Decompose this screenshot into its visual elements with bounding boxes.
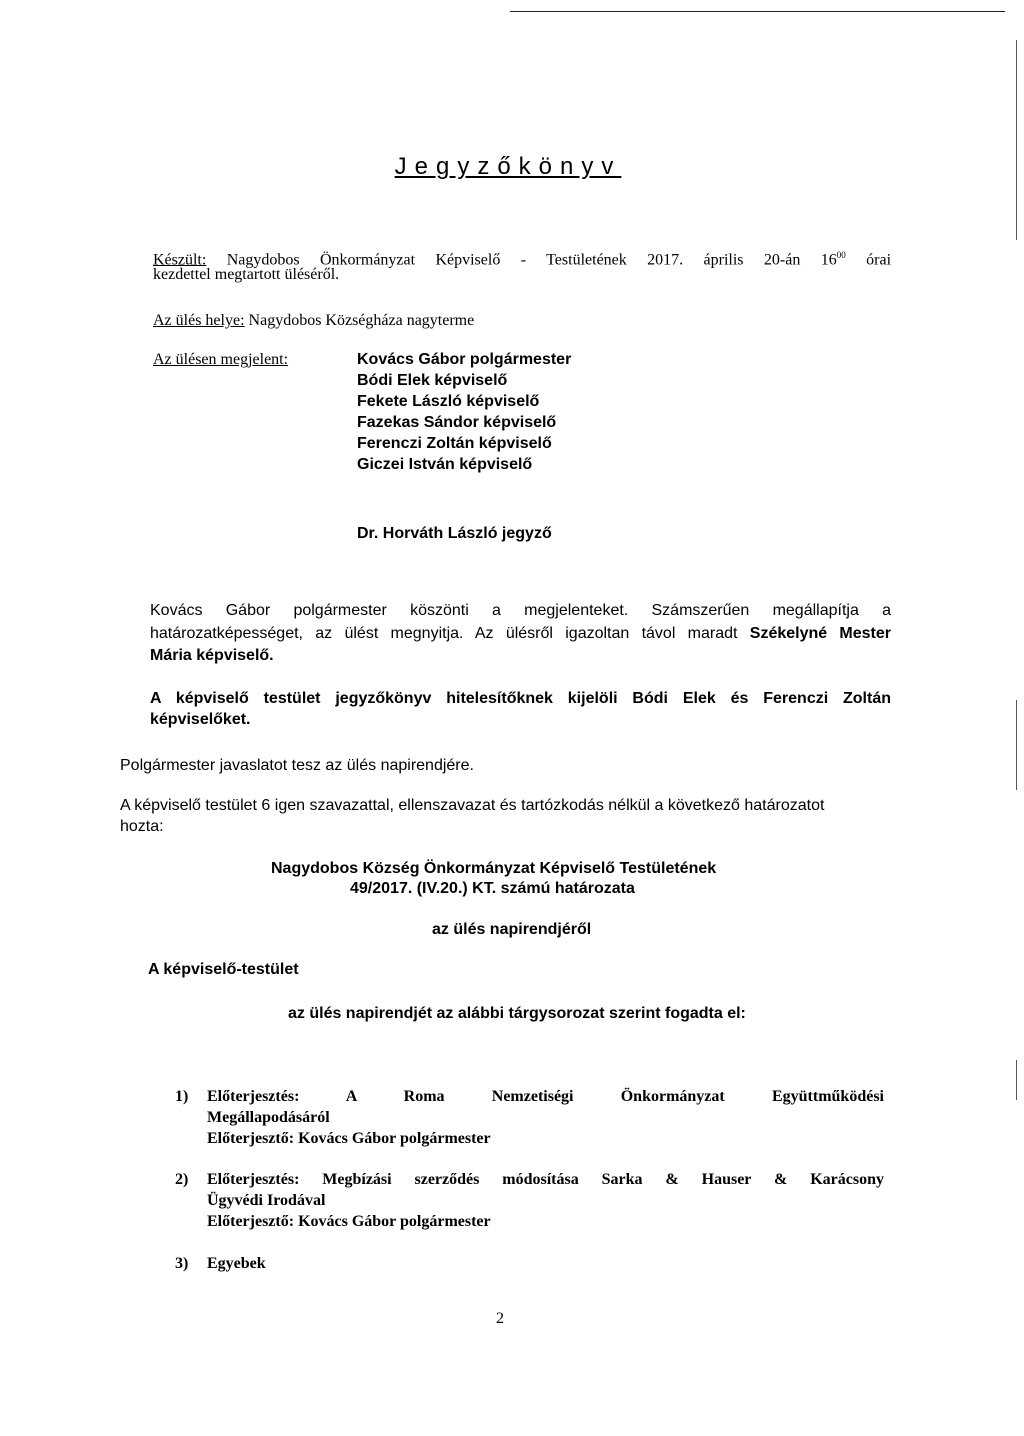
agenda-item-number: 3) bbox=[175, 1255, 189, 1272]
venue-line bbox=[153, 311, 474, 331]
vote-line-2: hozta: bbox=[120, 818, 164, 835]
agenda-item-number: 2) bbox=[175, 1171, 189, 1188]
created-text: Nagydobos Önkormányzat Képviselő - Testületének 2017. április 20-án 16 bbox=[226, 251, 837, 269]
scan-top-line bbox=[510, 11, 1005, 12]
agenda-item-title: Egyebek bbox=[207, 1255, 266, 1272]
authenticators-line-1: A képviselő testület jegyzőkönyv hitelesítőknek kijelöli Bódi Elek és Ferenczi Zoltán bbox=[150, 690, 891, 707]
venue-value: Nagydobos Községháza nagyterme bbox=[248, 312, 475, 329]
agenda-item-presenter: Előterjesztő: Kovács Gábor polgármester bbox=[207, 1130, 491, 1147]
agenda-proposal: Polgármester javaslatot tesz az ülés napirendjére. bbox=[120, 757, 474, 774]
resolution-body-label: A képviselő-testület bbox=[148, 961, 299, 978]
document-title: Jegyzőkönyv bbox=[394, 153, 622, 180]
created-label: Készült: bbox=[153, 251, 207, 269]
authenticators-line-2: képviselőket. bbox=[150, 711, 251, 728]
time-superscript: 00 bbox=[836, 250, 846, 260]
opening-paragraph-line-1: Kovács Gábor polgármester köszönti a megjelenteket. Számszerűen megállapítja a bbox=[150, 602, 891, 619]
page-number: 2 bbox=[496, 1310, 504, 1327]
attendee: Kovács Gábor polgármester bbox=[357, 351, 572, 368]
scan-edge-mark bbox=[1016, 40, 1017, 240]
agenda-item-title-cont: Megállapodásáról bbox=[207, 1109, 330, 1126]
agenda-item-title-cont: Ügyvédi Irodával bbox=[207, 1192, 326, 1209]
resolution-heading-1: Nagydobos Község Önkormányzat Képviselő Testületének bbox=[271, 860, 717, 877]
created-line-2: kezdettel megtartott üléséről. bbox=[153, 266, 340, 283]
attendee: Fazekas Sándor képviselő bbox=[357, 414, 557, 431]
resolution-heading-2: 49/2017. (IV.20.) KT. számú határozata bbox=[350, 880, 635, 897]
resolution-subject: az ülés napirendjéről bbox=[432, 921, 592, 938]
attendee: Bódi Elek képviselő bbox=[357, 372, 508, 389]
resolution-decision: az ülés napirendjét az alábbi tárgysorozat szerint fogadta el: bbox=[288, 1005, 746, 1022]
agenda-item-title: Előterjesztés: Megbízási szerződés módosítása Sarka & Hauser & Karácsony bbox=[207, 1171, 884, 1188]
opening-paragraph-text: határozatképességet, az ülést megnyitja. Az ülésről igazoltan távol maradt bbox=[150, 625, 738, 642]
agenda-item-presenter: Előterjesztő: Kovács Gábor polgármester bbox=[207, 1213, 491, 1230]
scan-edge-mark bbox=[1016, 700, 1017, 790]
notary: Dr. Horváth László jegyző bbox=[357, 525, 552, 542]
opening-paragraph-line-2 bbox=[150, 624, 891, 644]
vote-line-1: A képviselő testület 6 igen szavazattal, ellenszavazat és tartózkodás nélkül a következő határozatot bbox=[120, 797, 825, 814]
attendance-label: Az ülésen megjelent: bbox=[153, 351, 289, 368]
attendee: Ferenczi Zoltán képviselő bbox=[357, 435, 552, 452]
opening-paragraph-line-3: Mária képviselő. bbox=[150, 647, 274, 664]
agenda-item-title: Előterjesztés: A Roma Nemzetiségi Önkormányzat Együttműködési bbox=[207, 1088, 884, 1105]
agenda-item-number: 1) bbox=[175, 1088, 189, 1105]
created-text-end: órai bbox=[866, 251, 892, 269]
attendee: Fekete László képviselő bbox=[357, 393, 540, 410]
venue-label: Az ülés helye: bbox=[153, 312, 245, 329]
scan-edge-mark bbox=[1016, 1060, 1017, 1100]
absent-member-name: Székelyné Mester bbox=[749, 625, 892, 642]
attendee: Giczei István képviselő bbox=[357, 456, 533, 473]
